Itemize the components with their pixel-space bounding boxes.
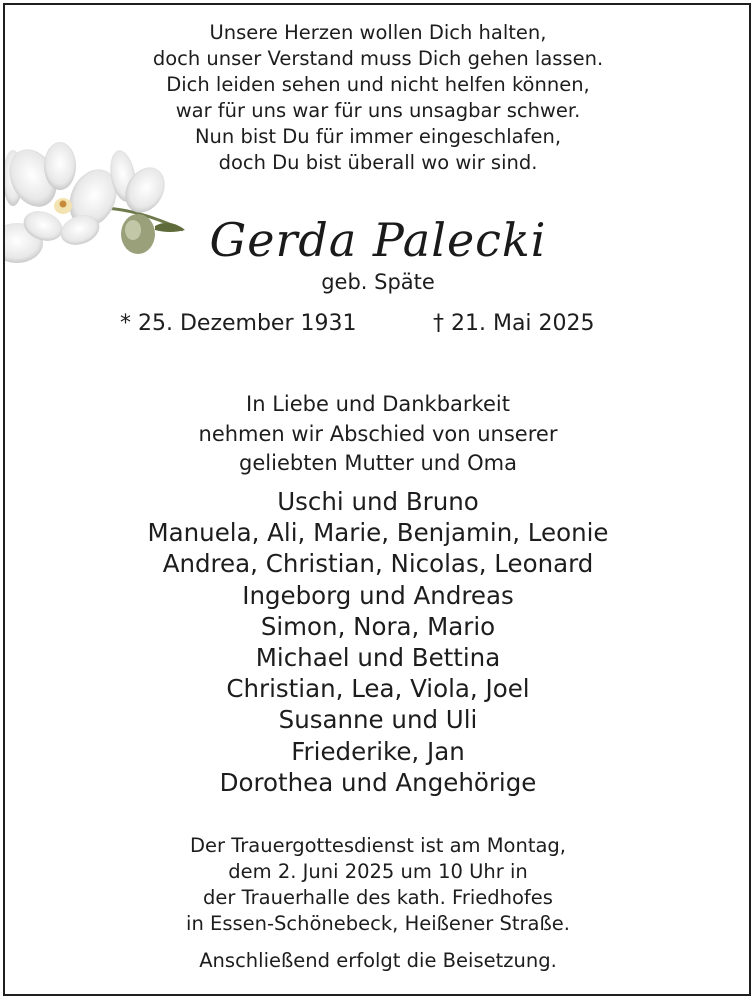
intro-line: nehmen wir Abschied von unserer bbox=[198, 421, 558, 446]
death-date: † 21. Mai 2025 bbox=[433, 311, 595, 336]
birth-date: * 25. Dezember 1931 bbox=[120, 311, 357, 336]
intro-line: In Liebe und Dankbarkeit bbox=[246, 392, 510, 416]
burial-note: Anschließend erfolgt die Beisetzung. bbox=[199, 949, 557, 972]
service-line: dem 2. Juni 2025 um 10 Uhr in bbox=[228, 860, 528, 883]
mourner-line: Christian, Lea, Viola, Joel bbox=[226, 674, 530, 704]
service-line: Der Trauergottesdienst ist am Montag, bbox=[189, 834, 567, 857]
poem-line: Nun bist Du für immer eingeschlafen, bbox=[194, 125, 562, 148]
intro-line: geliebten Mutter und Oma bbox=[239, 451, 517, 475]
poem-line: doch unser Verstand muss Dich gehen lassen. bbox=[152, 47, 604, 70]
poem-line: doch Du bist überall wo wir sind. bbox=[218, 151, 538, 174]
poem-line: war für uns war für uns unsagbar schwer. bbox=[175, 99, 581, 122]
deceased-name: Gerda Palecki bbox=[209, 213, 547, 267]
mourner-line: Friederike, Jan bbox=[291, 736, 465, 766]
mourner-line: Ingeborg und Andreas bbox=[242, 580, 514, 610]
mourner-line: Susanne und Uli bbox=[278, 705, 478, 735]
service-line: der Trauerhalle des kath. Friedhofes bbox=[203, 886, 553, 909]
poem-line: Dich leiden sehen und nicht helfen können, bbox=[166, 73, 590, 96]
mourner-line: Dorothea und Angehörige bbox=[219, 767, 537, 797]
mourner-line: Simon, Nora, Mario bbox=[260, 611, 496, 641]
service-line: in Essen-Schönebeck, Heißener Straße. bbox=[186, 912, 570, 935]
mourner-line: Uschi und Bruno bbox=[277, 487, 479, 516]
mourner-line: Andrea, Christian, Nicolas, Leonard bbox=[162, 549, 594, 579]
mourner-line: Michael und Bettina bbox=[255, 643, 501, 673]
service-info bbox=[0, 833, 756, 937]
poem-line: Unsere Herzen wollen Dich halten, bbox=[209, 21, 547, 44]
mourner-line: Manuela, Ali, Marie, Benjamin, Leonie bbox=[147, 518, 609, 548]
farewell-intro bbox=[0, 390, 756, 479]
mourners-list bbox=[0, 486, 756, 798]
maiden-name: geb. Späte bbox=[321, 270, 435, 294]
